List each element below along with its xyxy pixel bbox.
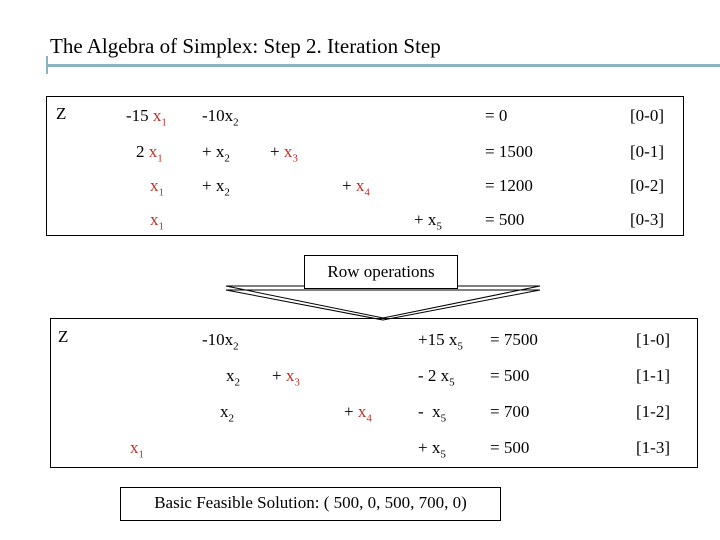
t1-r1-x3-term: + $x_3$ <box>272 366 300 389</box>
t0-r2-x2-term: + $x_2$ <box>202 176 230 199</box>
t1-r1-x5-term: - 2 $x_5$ <box>418 366 455 389</box>
basic-feasible-solution: Basic Feasible Solution: ( 500, 0, 500, 700, 0) <box>154 493 467 512</box>
z-label: Z <box>58 327 69 346</box>
t0-r2-x1-term: $x_1$ <box>150 176 164 199</box>
t0-r2-x4-term: + $x_4$ <box>342 176 370 199</box>
t0-r1-rhs: = 1500 <box>485 142 533 161</box>
t0-r3-label: [0-3] <box>630 210 664 229</box>
t0-r0-x1-term: -15 $x_1$ <box>126 106 167 129</box>
t1-r2-x2-term: $x_2$ <box>220 402 234 425</box>
t1-r0-x5-term: +15 $x_5$ <box>418 330 463 353</box>
t1-r0-label: [1-0] <box>636 330 670 349</box>
t0-r3-x5-term: + $x_5$ <box>414 210 442 233</box>
t1-r1-x2-term: $x_2$ <box>226 366 240 389</box>
t0-r0-rhs: = 0 <box>485 106 508 125</box>
t1-r2-x5-term: - $x_5$ <box>418 402 447 425</box>
t0-r0-x2-term: $-10x_2$ <box>202 106 239 129</box>
iterated-tableau-box <box>50 318 698 468</box>
t0-r2-label: [0-2] <box>630 176 664 195</box>
t1-r3-x1-term: $x_1$ <box>130 438 144 461</box>
t1-r1-label: [1-1] <box>636 366 670 385</box>
t1-r3-x5-term: + $x_5$ <box>418 438 446 461</box>
t1-r3-label: [1-3] <box>636 438 670 457</box>
z-label: Z <box>56 104 67 123</box>
t1-r0-x2-term: $-10x_2$ <box>202 330 239 353</box>
t1-r2-rhs: = 700 <box>490 402 530 421</box>
t0-r1-x3-term: + $x_3$ <box>270 142 298 165</box>
page-title: The Algebra of Simplex: Step 2. Iteration Step <box>50 34 441 58</box>
t0-r3-x1-term: $x_1$ <box>150 210 164 233</box>
t0-r1-x2-term: + $x_2$ <box>202 142 230 165</box>
t0-r0-label: [0-0] <box>630 106 664 125</box>
t0-r2-rhs: = 1200 <box>485 176 533 195</box>
t0-r3-rhs: = 500 <box>485 210 525 229</box>
t1-r2-label: [1-2] <box>636 402 670 421</box>
t1-r1-rhs: = 500 <box>490 366 530 385</box>
t0-r1-x1-term: 2 $x_1$ <box>136 142 163 165</box>
t0-r1-label: [0-1] <box>630 142 664 161</box>
t1-r0-rhs: = 7500 <box>490 330 538 349</box>
t1-r2-x4-term: + $x_4$ <box>344 402 372 425</box>
row-operations-label: Row operations <box>327 262 435 281</box>
t1-r3-rhs: = 500 <box>490 438 530 457</box>
